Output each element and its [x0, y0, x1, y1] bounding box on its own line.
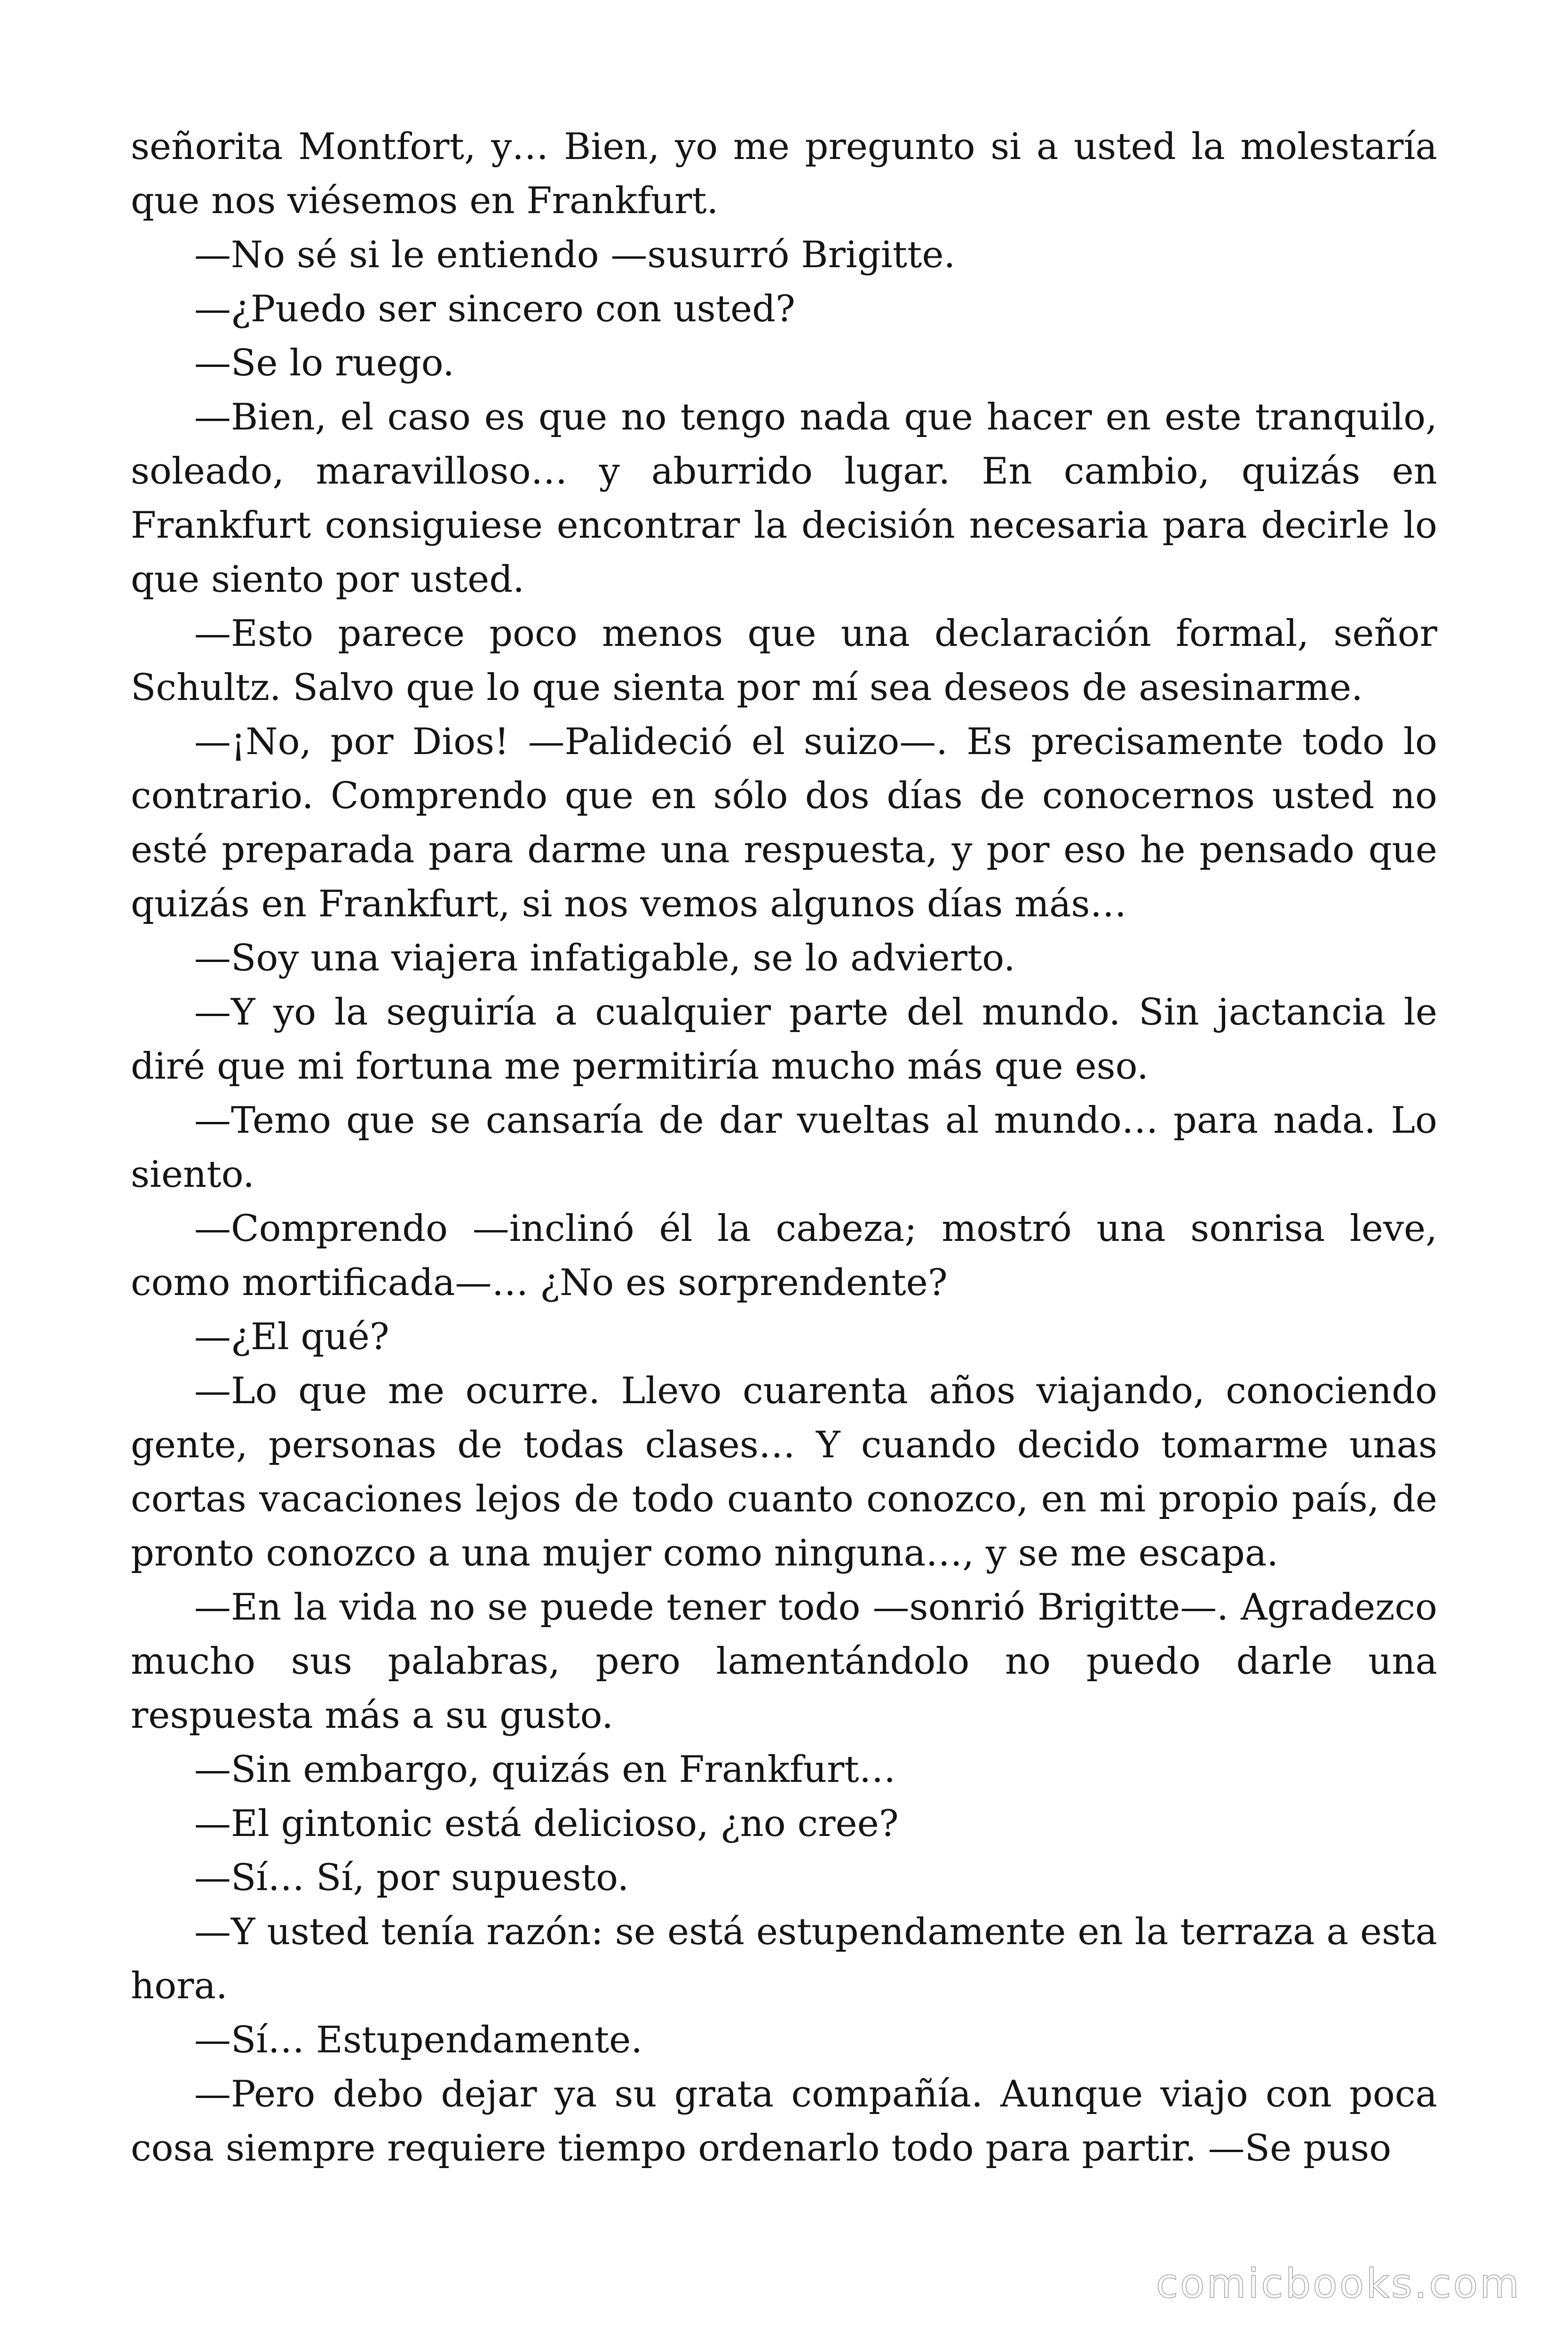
paragraph: —Y yo la seguiría a cualquier parte del mundo. Sin jactancia le diré que mi fortuna me permitiría mucho más que eso.: [131, 991, 1437, 1088]
paragraph: señorita Montfort, y… Bien, yo me pregunto si a usted la molestaría que nos viésemos en Frankfurt.: [131, 126, 1437, 222]
paragraph: —No sé si le entiendo —susurró Brigitte.: [194, 234, 956, 276]
paragraph: —Pero debo dejar ya su grata compañía. Aunque viajo con poca cosa siempre requiere tiempo ordenarlo todo para partir. —Se puso: [131, 2073, 1437, 2169]
paragraph: —Esto parece poco menos que una declaración formal, señor Schultz. Salvo que lo que sienta por mí sea deseos de asesinarme.: [131, 612, 1437, 709]
paragraph: —Temo que se cansaría de dar vueltas al mundo… para nada. Lo siento.: [131, 1099, 1437, 1196]
paragraph: —Y usted tenía razón: se está estupendamente en la terraza a esta hora.: [131, 1911, 1437, 2007]
paragraph: —Sí… Estupendamente.: [194, 2019, 643, 2061]
paragraph: —¿Puedo ser sincero con usted?: [194, 288, 795, 330]
paragraph: —Bien, el caso es que no tengo nada que hacer en este tranquilo, soleado, maravilloso… y aburrido lugar. En cambio, quizás en Frankfurt consiguiese encontrar la decisión necesaria para decirle lo que siento por usted.: [131, 396, 1437, 601]
paragraph: —Se lo ruego.: [194, 342, 455, 384]
paragraph: —Soy una viajera infatigable, se lo advierto.: [194, 937, 1015, 979]
paragraph: —Sí… Sí, por supuesto.: [194, 1857, 629, 1899]
paragraph: —¿El qué?: [194, 1316, 389, 1358]
paragraph: —¡No, por Dios! —Palideció el suizo—. Es precisamente todo lo contrario. Comprendo que en sólo dos días de conocernos usted no esté preparada para darme una respuesta, y por eso he pensado que quizás en Frankfurt, si nos vemos algunos días más…: [131, 721, 1437, 925]
paragraph: —Comprendo —inclinó él la cabeza; mostró una sonrisa leve, como mortificada—… ¿No es sorprendente?: [131, 1208, 1437, 1304]
watermark: comicbooks.com: [1156, 2260, 1521, 2307]
page-body: [131, 120, 1437, 2237]
paragraph: —El gintonic está delicioso, ¿no cree?: [194, 1803, 899, 1845]
paragraph: —Lo que me ocurre. Llevo cuarenta años viajando, conociendo gente, personas de todas clases… Y cuando decido tomarme unas cortas vacaciones lejos de todo cuanto conozco, en mi propio país, de pronto conozco a una mujer como ninguna…, y se me escapa.: [131, 1370, 1437, 1574]
paragraph: —En la vida no se puede tener todo —sonrió Brigitte—. Agradezco mucho sus palabras, pero lamentándolo no puedo darle una respuesta más a su gusto.: [131, 1586, 1437, 1737]
paragraph: —Sin embargo, quizás en Frankfurt…: [194, 1748, 896, 1791]
